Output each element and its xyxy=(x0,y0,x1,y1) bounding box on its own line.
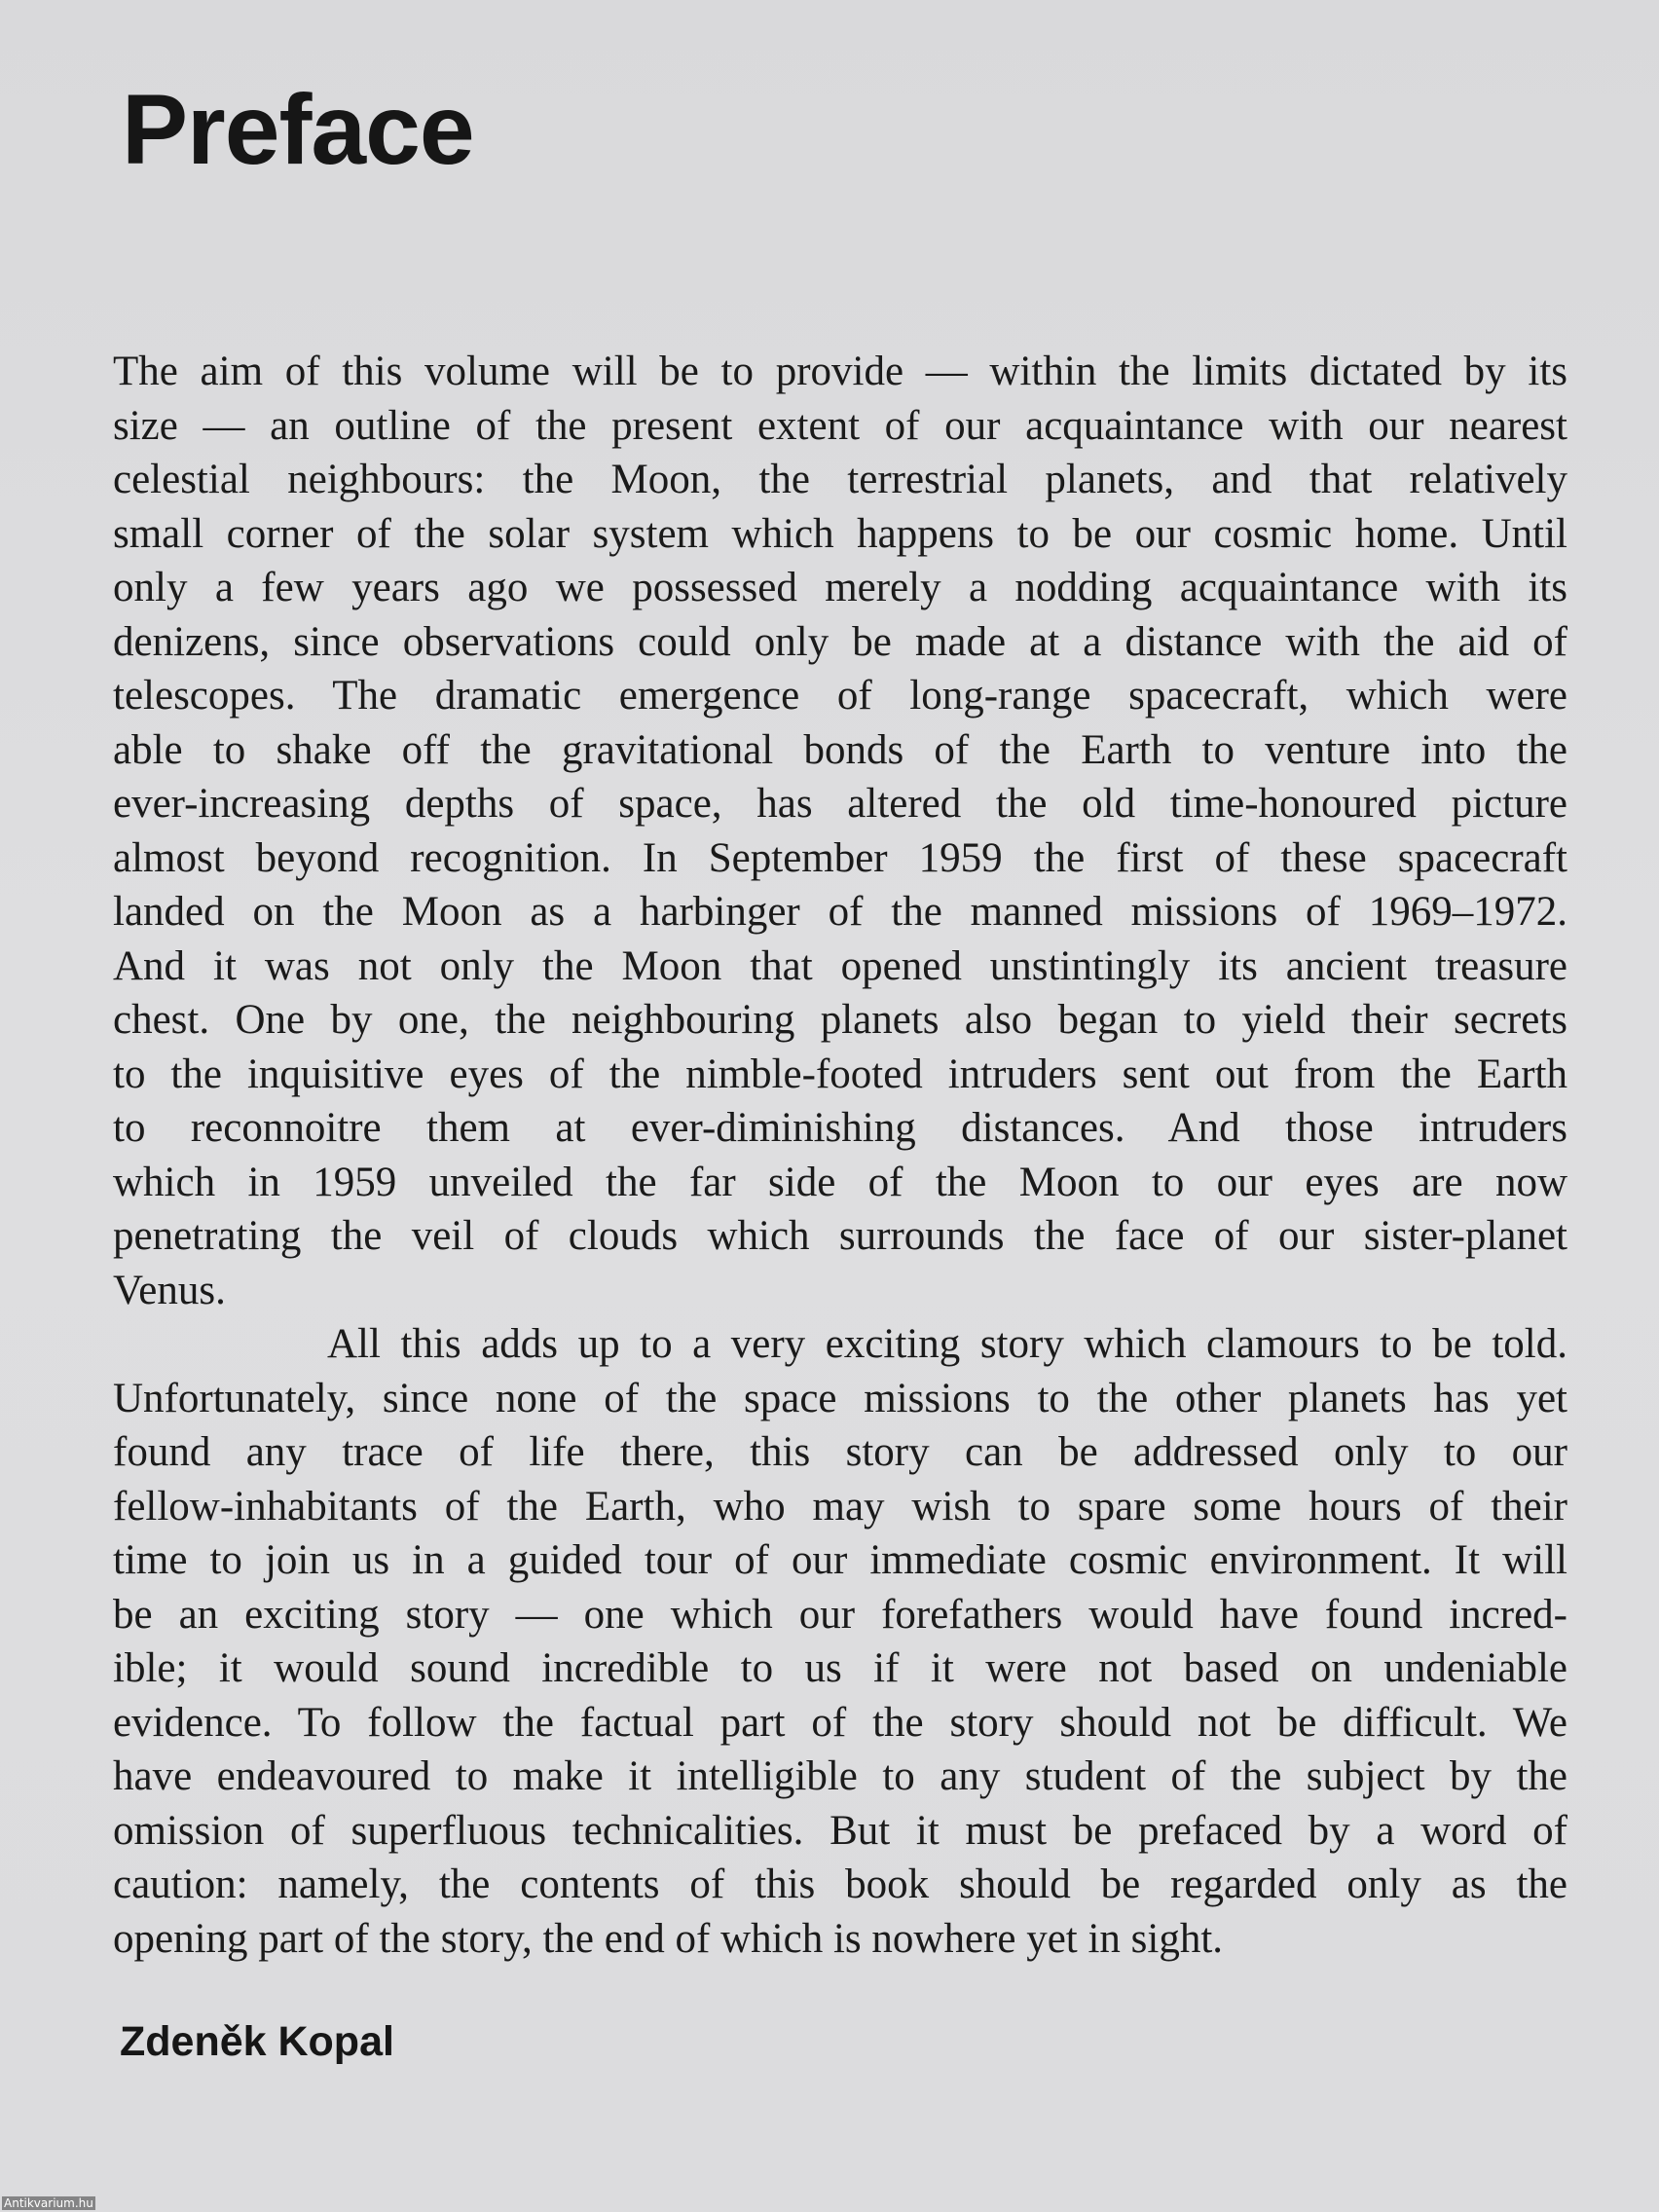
text-line: penetrating the veil of clouds which surrounds the face of our sister-planet xyxy=(113,1213,1567,1259)
preface-body xyxy=(113,345,1567,1966)
text-line: caution: namely, the contents of this book should be regarded only as the xyxy=(113,1862,1567,1907)
text-line: opening part of the story, the end of which is nowhere yet in sight. xyxy=(113,1915,1224,1962)
text-line: Venus. xyxy=(113,1267,226,1313)
text-line: to reconnoitre them at ever-diminishing distances. And those intruders xyxy=(113,1105,1567,1151)
text-line: All this adds up to a very exciting story which clamours to be told. xyxy=(327,1321,1567,1367)
text-line: time to join us in a guided tour of our immediate cosmic environment. It will xyxy=(113,1537,1567,1583)
text-line: telescopes. The dramatic emergence of long-range spacecraft, which were xyxy=(113,673,1567,719)
text-line: able to shake off the gravitational bonds of the Earth to venture into the xyxy=(113,726,1567,773)
text-line: only a few years ago we possessed merely a nodding acquaintance with its xyxy=(113,565,1567,610)
text-line: chest. One by one, the neighbouring planets also began to yield their secrets xyxy=(113,997,1567,1043)
text-line: size — an outline of the present extent of our acquaintance with our nearest xyxy=(113,402,1567,449)
text-line: evidence. To follow the factual part of the story should not be difficult. We xyxy=(113,1699,1567,1746)
text-line: to the inquisitive eyes of the nimble-footed intruders sent out from the Earth xyxy=(113,1051,1567,1097)
text-line: which in 1959 unveiled the far side of the Moon to our eyes are now xyxy=(113,1159,1567,1205)
text-line: be an exciting story — one which our forefathers would have found incred- xyxy=(113,1591,1567,1638)
text-line: have endeavoured to make it intelligible to any student of the subject by the xyxy=(113,1753,1567,1799)
paragraph-2 xyxy=(113,1317,1567,1966)
author-signature: Zdeněk Kopal xyxy=(120,2018,394,2065)
text-line: omission of superfluous technicalities. But it must be prefaced by a word of xyxy=(113,1807,1567,1854)
text-line: almost beyond recognition. In September 1959 the first of these spacecraft xyxy=(113,834,1567,881)
text-line: ever-increasing depths of space, has altered the old time-honoured picture xyxy=(113,781,1567,827)
text-line: fellow-inhabitants of the Earth, who may wish to spare some hours of their xyxy=(113,1483,1567,1530)
text-line: found any trace of life there, this story can be addressed only to our xyxy=(113,1429,1567,1475)
text-line: landed on the Moon as a harbinger of the manned missions of 1969–1972. xyxy=(113,889,1567,935)
text-line: celestial neighbours: the Moon, the terrestrial planets, and that relatively xyxy=(113,457,1567,502)
watermark: Antikvarium.hu xyxy=(4,2196,93,2210)
paragraph-1 xyxy=(113,345,1567,1317)
page-title: Preface xyxy=(122,74,474,185)
text-line: ible; it would sound incredible to us if it were not based on undeniable xyxy=(113,1645,1567,1691)
text-line: Unfortunately, since none of the space missions to the other planets has yet xyxy=(113,1375,1567,1421)
text-line: small corner of the solar system which happens to be our cosmic home. Until xyxy=(113,510,1567,557)
text-line: denizens, since observations could only be made at a distance with the aid of xyxy=(113,618,1567,665)
text-line: The aim of this volume will be to provide — within the limits dictated by its xyxy=(113,349,1567,394)
text-line: And it was not only the Moon that opened unstintingly its ancient treasure xyxy=(113,942,1567,989)
